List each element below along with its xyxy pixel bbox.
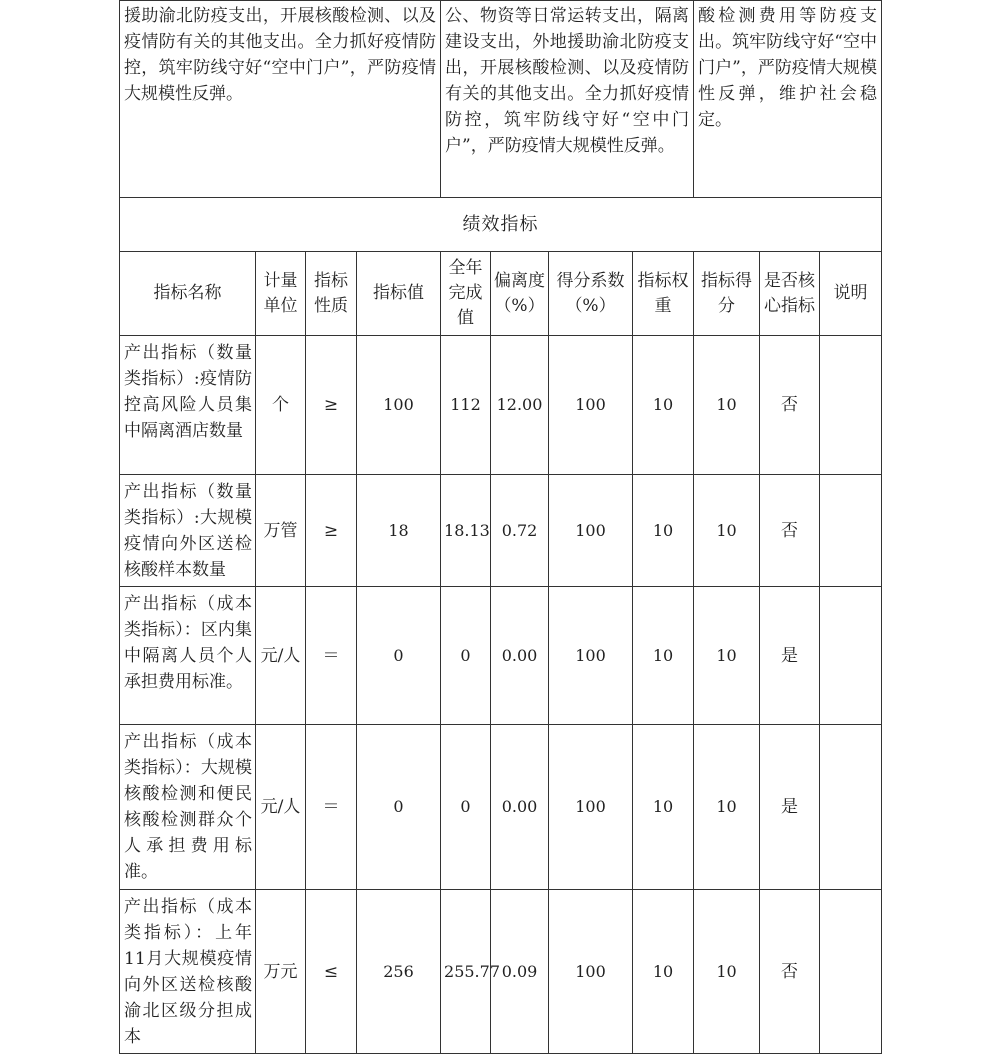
actual-cell: 18.13	[441, 475, 491, 587]
coef-cell: 100	[549, 725, 633, 890]
section-row	[120, 198, 882, 252]
indicator-name: 产出指标（数量类指标）:疫情防控高风险人员集中隔离酒店数量	[120, 336, 256, 475]
nature-cell: ≤	[306, 890, 357, 1054]
unit-cell: 元/人	[256, 725, 306, 890]
header-nature: 指标性质	[306, 252, 357, 336]
header-core: 是否核心指标	[760, 252, 820, 336]
coef-cell: 100	[549, 475, 633, 587]
target-cell: 18	[357, 475, 441, 587]
deviation-cell: 0.00	[491, 725, 549, 890]
actual-cell: 112	[441, 336, 491, 475]
note-cell	[820, 587, 882, 725]
nature-cell: ＝	[306, 587, 357, 725]
continuation-col1: 援助渝北防疫支出，开展核酸检测、以及疫情防有关的其他支出。全力抓好疫情防控，筑牢防线守好“空中门户”，严防疫情大规模性反弹。	[120, 1, 441, 198]
unit-cell: 元/人	[256, 587, 306, 725]
deviation-cell: 12.00	[491, 336, 549, 475]
nature-cell: ＝	[306, 725, 357, 890]
header-score: 指标得分	[694, 252, 760, 336]
header-note: 说明	[820, 252, 882, 336]
header-coef: 得分系数（%）	[549, 252, 633, 336]
nature-cell: ≥	[306, 475, 357, 587]
target-cell: 100	[357, 336, 441, 475]
deviation-cell: 0.00	[491, 587, 549, 725]
score-cell: 10	[694, 475, 760, 587]
header-weight: 指标权重	[633, 252, 694, 336]
table-row	[120, 475, 882, 587]
weight-cell: 10	[633, 475, 694, 587]
score-cell: 10	[694, 336, 760, 475]
header-target: 指标值	[357, 252, 441, 336]
header-actual: 全年完成值	[441, 252, 491, 336]
unit-cell: 万元	[256, 890, 306, 1054]
header-name: 指标名称	[120, 252, 256, 336]
table-row	[120, 725, 882, 890]
note-cell	[820, 475, 882, 587]
note-cell	[820, 725, 882, 890]
score-cell: 10	[694, 725, 760, 890]
performance-table	[119, 0, 882, 1054]
coef-cell: 100	[549, 587, 633, 725]
continuation-col3: 酸检测费用等防疫支出。筑牢防线守好“空中门户”，严防疫情大规模性反弹，维护社会稳定。	[694, 1, 882, 198]
weight-cell: 10	[633, 890, 694, 1054]
header-unit: 计量单位	[256, 252, 306, 336]
continuation-col2: 公、物资等日常运转支出，隔离建设支出，外地援助渝北防疫支出，开展核酸检测、以及疫情防有关的其他支出。全力抓好疫情防控，筑牢防线守好“空中门户”，严防疫情大规模性反弹。	[441, 1, 694, 198]
table-row	[120, 587, 882, 725]
core-cell: 否	[760, 475, 820, 587]
indicator-name: 产出指标（数量类指标）:大规模疫情向外区送检核酸样本数量	[120, 475, 256, 587]
weight-cell: 10	[633, 725, 694, 890]
core-cell: 是	[760, 725, 820, 890]
target-cell: 0	[357, 587, 441, 725]
actual-cell: 255.77	[441, 890, 491, 1054]
continuation-row	[120, 1, 882, 198]
unit-cell: 万管	[256, 475, 306, 587]
indicator-name: 产出指标（成本类指标）：上年11月大规模疫情向外区送检核酸渝北区级分担成本	[120, 890, 256, 1054]
table-row	[120, 890, 882, 1054]
nature-cell: ≥	[306, 336, 357, 475]
note-cell	[820, 336, 882, 475]
target-cell: 256	[357, 890, 441, 1054]
table-row	[120, 336, 882, 475]
deviation-cell: 0.09	[491, 890, 549, 1054]
coef-cell: 100	[549, 890, 633, 1054]
indicator-name: 产出指标（成本类指标）：区内集中隔离人员个人承担费用标准。	[120, 587, 256, 725]
core-cell: 否	[760, 890, 820, 1054]
score-cell: 10	[694, 890, 760, 1054]
score-cell: 10	[694, 587, 760, 725]
header-deviation: 偏离度（%）	[491, 252, 549, 336]
coef-cell: 100	[549, 336, 633, 475]
weight-cell: 10	[633, 336, 694, 475]
core-cell: 否	[760, 336, 820, 475]
core-cell: 是	[760, 587, 820, 725]
actual-cell: 0	[441, 587, 491, 725]
section-title: 绩效指标	[120, 198, 882, 252]
unit-cell: 个	[256, 336, 306, 475]
target-cell: 0	[357, 725, 441, 890]
weight-cell: 10	[633, 587, 694, 725]
deviation-cell: 0.72	[491, 475, 549, 587]
note-cell	[820, 890, 882, 1054]
actual-cell: 0	[441, 725, 491, 890]
header-row	[120, 252, 882, 336]
indicator-name: 产出指标（成本类指标）：大规模核酸检测和便民核酸检测群众个人承担费用标准。	[120, 725, 256, 890]
